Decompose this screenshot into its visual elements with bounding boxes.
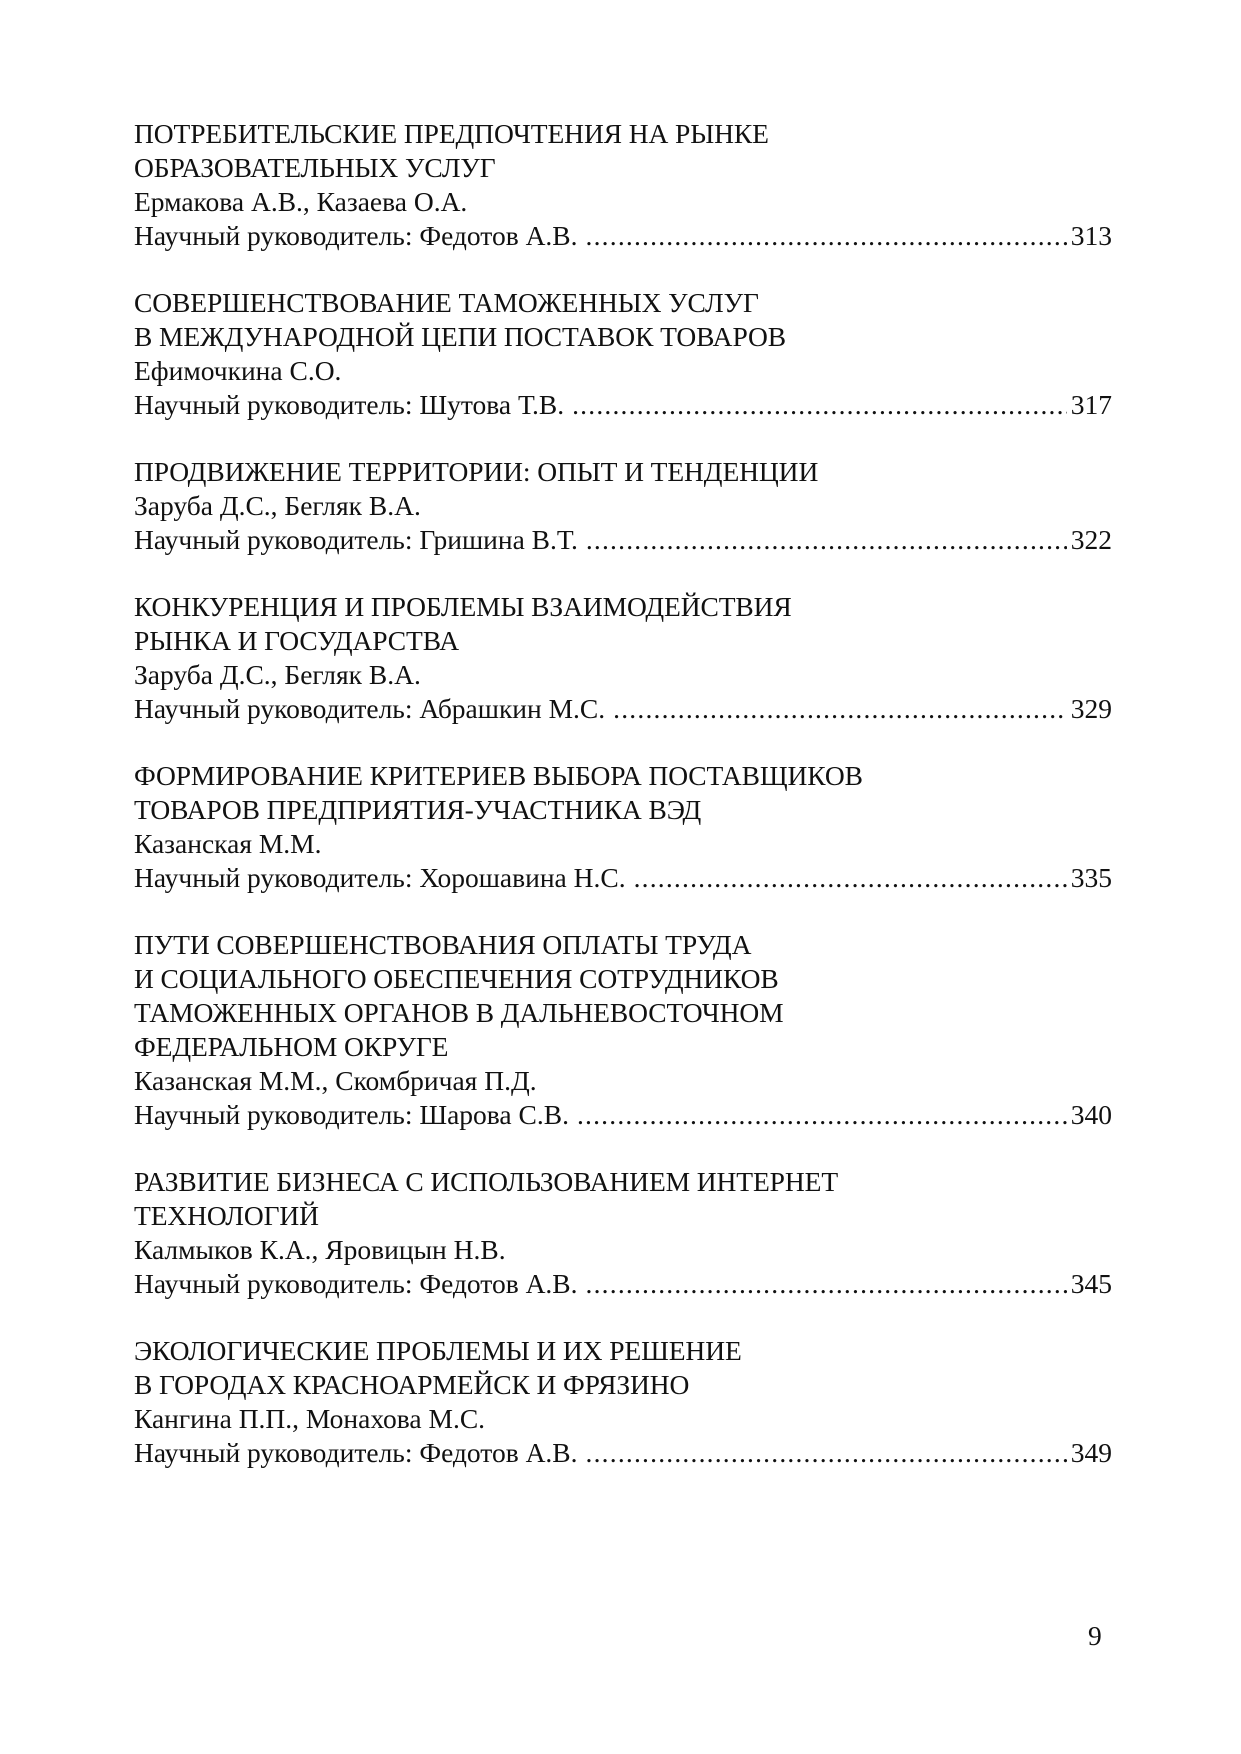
dot-leader: [634, 861, 1067, 895]
entry-title-line: В МЕЖДУНАРОДНОЙ ЦЕПИ ПОСТАВОК ТОВАРОВ: [134, 321, 786, 352]
entry-page-number: 340: [1070, 1099, 1112, 1130]
entry-supervisor: Научный руководитель: Федотов А.В.: [134, 1268, 578, 1299]
entry-supervisor-row: [134, 1267, 1112, 1301]
entry-title-line: И СОЦИАЛЬНОГО ОБЕСПЕЧЕНИЯ СОТРУДНИКОВ: [134, 963, 779, 994]
entry-authors: Ефимочкина С.О.: [134, 355, 342, 386]
table-of-contents: [134, 117, 1112, 1503]
page-folio-number: 9: [1088, 1620, 1102, 1651]
entry-authors: Ермакова А.В., Казаева О.А.: [134, 186, 468, 217]
dot-leader: [586, 219, 1067, 253]
entry-supervisor-row: [134, 1436, 1112, 1470]
entry-authors: Казанская М.М., Скомбричая П.Д.: [134, 1065, 537, 1096]
toc-entry: [134, 455, 1112, 557]
entry-title-line: ТЕХНОЛОГИЙ: [134, 1200, 319, 1231]
entry-authors: Калмыков К.А., Яровицын Н.В.: [134, 1234, 506, 1265]
entry-supervisor: Научный руководитель: Хорошавина Н.С.: [134, 862, 626, 893]
entry-title-line: КОНКУРЕНЦИЯ И ПРОБЛЕМЫ ВЗАИМОДЕЙСТВИЯ: [134, 591, 792, 622]
entry-supervisor: Научный руководитель: Шутова Т.В.: [134, 389, 565, 420]
entry-title-line: В ГОРОДАХ КРАСНОАРМЕЙСК И ФРЯЗИНО: [134, 1369, 690, 1400]
entry-page-number: 322: [1070, 524, 1112, 555]
entry-supervisor: Научный руководитель: Абрашкин М.С.: [134, 693, 606, 724]
entry-title-line: ФОРМИРОВАНИЕ КРИТЕРИЕВ ВЫБОРА ПОСТАВЩИКОВ: [134, 760, 863, 791]
entry-page-number: 349: [1070, 1437, 1112, 1468]
entry-title-line: ПУТИ СОВЕРШЕНСТВОВАНИЯ ОПЛАТЫ ТРУДА: [134, 929, 752, 960]
entry-authors: Заруба Д.С., Бегляк В.А.: [134, 490, 421, 521]
entry-authors: Заруба Д.С., Бегляк В.А.: [134, 659, 421, 690]
toc-entry: [134, 590, 1112, 726]
entry-authors: Кангина П.П., Монахова М.С.: [134, 1403, 486, 1434]
entry-page-number: 317: [1070, 389, 1112, 420]
entry-title-line: ПОТРЕБИТЕЛЬСКИЕ ПРЕДПОЧТЕНИЯ НА РЫНКЕ: [134, 118, 769, 149]
entry-page-number: 345: [1070, 1268, 1112, 1299]
entry-supervisor-row: [134, 861, 1112, 895]
dot-leader: [586, 523, 1067, 557]
entry-title-line: РАЗВИТИЕ БИЗНЕСА С ИСПОЛЬЗОВАНИЕМ ИНТЕРНЕТ: [134, 1166, 839, 1197]
entry-supervisor-row: [134, 523, 1112, 557]
entry-supervisor: Научный руководитель: Гришина В.Т.: [134, 524, 578, 555]
entry-page-number: 313: [1070, 220, 1112, 251]
toc-entry: [134, 928, 1112, 1132]
toc-entry: [134, 759, 1112, 895]
entry-title-line: ПРОДВИЖЕНИЕ ТЕРРИТОРИИ: ОПЫТ И ТЕНДЕНЦИИ: [134, 456, 819, 487]
dot-leader: [586, 1436, 1067, 1470]
entry-authors: Казанская М.М.: [134, 828, 322, 859]
entry-page-number: 329: [1070, 693, 1112, 724]
dot-leader: [613, 692, 1067, 726]
entry-supervisor: Научный руководитель: Шарова С.В.: [134, 1099, 569, 1130]
toc-entry: [134, 286, 1112, 422]
dot-leader: [577, 1098, 1067, 1132]
entry-supervisor: Научный руководитель: Федотов А.В.: [134, 220, 578, 251]
entry-title-line: РЫНКА И ГОСУДАРСТВА: [134, 625, 459, 656]
entry-title-line: СОВЕРШЕНСТВОВАНИЕ ТАМОЖЕННЫХ УСЛУГ: [134, 287, 759, 318]
entry-supervisor-row: [134, 1098, 1112, 1132]
toc-entry: [134, 117, 1112, 253]
entry-title-line: ТАМОЖЕННЫХ ОРГАНОВ В ДАЛЬНЕВОСТОЧНОМ: [134, 997, 784, 1028]
toc-entry: [134, 1334, 1112, 1470]
dot-leader: [586, 1267, 1067, 1301]
entry-supervisor: Научный руководитель: Федотов А.В.: [134, 1437, 578, 1468]
entry-supervisor-row: [134, 388, 1112, 422]
entry-page-number: 335: [1070, 862, 1112, 893]
entry-supervisor-row: [134, 692, 1112, 726]
entry-title-line: ОБРАЗОВАТЕЛЬНЫХ УСЛУГ: [134, 152, 496, 183]
entry-title-line: ТОВАРОВ ПРЕДПРИЯТИЯ-УЧАСТНИКА ВЭД: [134, 794, 702, 825]
entry-title-line: ФЕДЕРАЛЬНОМ ОКРУГЕ: [134, 1031, 449, 1062]
toc-entry: [134, 1165, 1112, 1301]
dot-leader: [572, 388, 1067, 422]
entry-title-line: ЭКОЛОГИЧЕСКИЕ ПРОБЛЕМЫ И ИХ РЕШЕНИЕ: [134, 1335, 742, 1366]
entry-supervisor-row: [134, 219, 1112, 253]
